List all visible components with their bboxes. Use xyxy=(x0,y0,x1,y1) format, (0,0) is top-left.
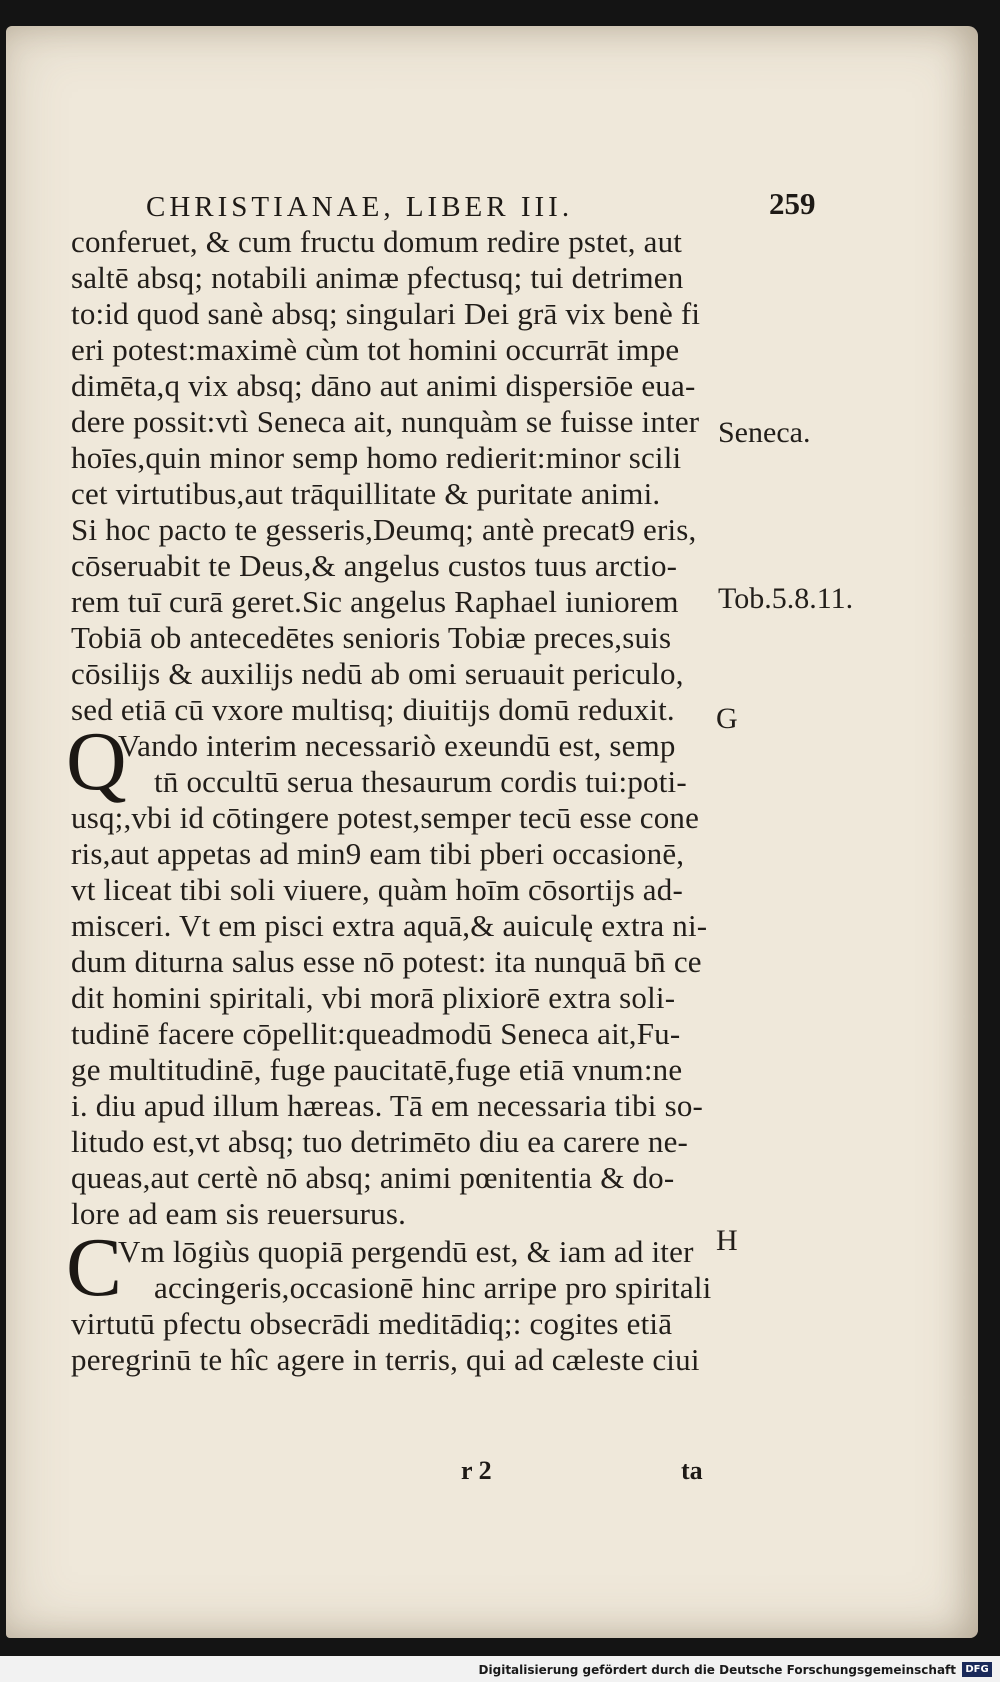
text-line: dit homini spiritali, vbi morā plixiorē extra soli- xyxy=(71,980,676,1015)
text-line: lore ad eam sis reuersurus. xyxy=(71,1196,407,1231)
footer-credit: Digitalisierung gefördert durch die Deutsche Forschungsgemeinschaft xyxy=(478,1663,956,1677)
dfg-logo: DFG xyxy=(962,1662,992,1677)
page-number: 259 xyxy=(769,186,816,221)
text-line: vt liceat tibi soli viuere, quàm hoīm cōsortijs ad- xyxy=(71,872,683,907)
initial-letter-c: C xyxy=(66,1221,123,1314)
text-line: tn̄ occultū serua thesaurum cordis tui:poti- xyxy=(154,764,687,799)
digitization-footer xyxy=(0,1656,1000,1682)
signature-mark: r 2 xyxy=(461,1456,492,1485)
initial-letter-q: Q xyxy=(66,715,127,808)
text-line: virtutū pfectu obsecrādi meditādiq;: cogites etiā xyxy=(71,1306,673,1341)
margin-note-seneca: Seneca. xyxy=(718,416,811,449)
text-line: dimēta,q vix absq; dāno aut animi dispersiōe eua- xyxy=(71,368,696,403)
text-line: conferuet, & cum fructu domum redire pstet, aut xyxy=(71,224,683,259)
text-line: ge multitudinē, fuge paucitatē,fuge etiā vnum:ne xyxy=(71,1052,683,1087)
catchword: ta xyxy=(681,1456,703,1485)
text-line: tudinē facere cōpellit:queadmodū Seneca ait,Fu- xyxy=(71,1016,681,1051)
text-line: misceri. Vt em pisci extra aquā,& auiculę extra ni- xyxy=(71,908,708,943)
text-line: usq;,vbi id cōtingere potest,semper tecū esse cone xyxy=(71,800,700,835)
text-line: dere possit:vtì Seneca ait, nunquàm se fuisse inter xyxy=(71,404,700,439)
text-line: cōsilijs & auxilijs nedū ab omi seruauit periculo, xyxy=(71,656,684,691)
text-line: queas,aut certè nō absq; animi pœnitentia & do- xyxy=(71,1160,675,1195)
text-line: hoīes,quin minor semp homo redierit:minor scili xyxy=(71,440,682,475)
text-line: ris,aut appetas ad min9 eam tibi pberi occasionē, xyxy=(71,836,685,871)
text-line: eri potest:maximè cùm tot homini occurrāt impe xyxy=(71,332,680,367)
text-line: i. diu apud illum hæreas. Tā em necessaria tibi so- xyxy=(71,1088,704,1123)
text-line: Si hoc pacto te gesseris,Deumq; antè precat9 eris, xyxy=(71,512,697,547)
text-line: peregrinū te hîc agere in terris, qui ad cæleste ciui xyxy=(71,1342,700,1377)
text-line: cet virtutibus,aut trāquillitate & puritate animi. xyxy=(71,476,661,511)
running-head: CHRISTIANAE, LIBER III. xyxy=(146,191,574,223)
text-line: sed etiā cū vxore multisq; diuitijs domū reduxit. xyxy=(71,692,675,727)
text-line: saltē absq; notabili animæ pfectusq; tui detrimen xyxy=(71,260,684,295)
text-line: Tobiā ob antecedētes senioris Tobiæ preces,suis xyxy=(71,620,672,655)
text-line: Vando interim necessariò exeundū est, semp xyxy=(118,728,676,763)
text-line: accingeris,occasionē hinc arripe pro spiritali xyxy=(154,1270,712,1305)
text-line: dum diturna salus esse nō potest: ita nunquā bn̄ ce xyxy=(71,944,702,979)
text-line: litudo est,vt absq; tuo detrimēto diu ea carere ne- xyxy=(71,1124,689,1159)
section-marker-h: H xyxy=(716,1224,738,1257)
text-line: to:id quod sanè absq; singulari Dei grā vix benè fi xyxy=(71,296,701,331)
text-line: rem tuī curā geret.Sic angelus Raphael iuniorem xyxy=(71,584,679,619)
section-marker-g: G xyxy=(716,702,738,735)
book-page xyxy=(6,26,978,1638)
text-line: cōseruabit te Deus,& angelus custos tuus arctio- xyxy=(71,548,678,583)
text-line: Vm lōgiùs quopiā pergendū est, & iam ad iter xyxy=(118,1234,694,1269)
margin-note-tobit: Tob.5.8.11. xyxy=(718,582,854,615)
